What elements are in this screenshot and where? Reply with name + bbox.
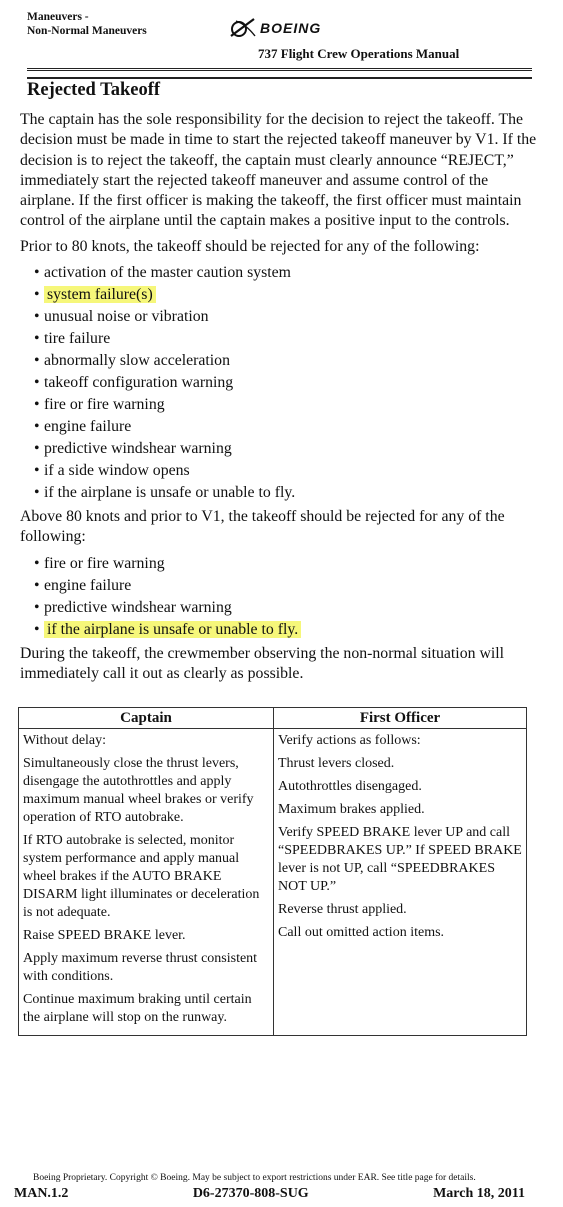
header-rule-bottom (27, 77, 532, 79)
list-item: • if a side window opens (34, 460, 540, 482)
list-item-highlighted (34, 284, 540, 306)
logo-wordmark: BOEING (260, 20, 322, 36)
revision-date: March 18, 2011 (433, 1186, 525, 1201)
header-rule (27, 68, 532, 71)
intro-paragraph: The captain has the sole responsibility for the decision to reject the takeoff. The decision must be made in time to start the rejected takeoff maneuver by V1. If the decision is to reject the takeoff, the captain must clearly announce “REJECT,” immediately start the rejected takeoff maneuver and assume control of the airplane. If the first officer is making the takeoff, the first officer must maintain control of the airplane until the captain makes a positive input to the controls. (20, 111, 537, 230)
section-line-2: Non-Normal Maneuvers (27, 25, 147, 37)
first-officer-item: Autothrottles disengaged. (278, 779, 422, 794)
action-table (18, 707, 527, 1036)
proprietary-notice: Boeing Proprietary. Copyright © Boeing. May be subject to export restrictions under EAR. See title page for details. (33, 1173, 476, 1183)
captain-item: Raise SPEED BRAKE lever. (23, 928, 186, 943)
above-80-paragraph: Above 80 knots and prior to V1, the takeoff should be rejected for any of the following: (20, 508, 505, 546)
first-officer-item: Maximum brakes applied. (278, 802, 425, 817)
list-item: • fire or fire warning (34, 553, 540, 575)
first-officer-item: Call out omitted action items. (278, 925, 445, 940)
above-80-list (20, 553, 540, 641)
captain-item: Without delay: (23, 733, 107, 748)
captain-item: If RTO autobrake is selected, monitor system performance and apply manual wheel brakes if the AUTO BRAKE DISARM light illuminates or deceleration is not adequate. (23, 833, 260, 920)
list-item: • predictive windshear warning (34, 597, 540, 619)
first-officer-item: Reverse thrust applied. (278, 902, 407, 917)
page-id: MAN.1.2 (14, 1186, 69, 1201)
prior-80-paragraph: Prior to 80 knots, the takeoff should be rejected for any of the following: (20, 237, 480, 255)
list-item: • engine failure (34, 575, 540, 597)
list-item: • takeoff configuration warning (34, 372, 540, 394)
footer (14, 1186, 525, 1202)
during-paragraph: During the takeoff, the crewmember observing the non-normal situation will immediately call it out as clearly as possible. (20, 644, 505, 682)
prior-80-list (20, 262, 540, 504)
first-officer-column-header: First Officer (274, 708, 527, 729)
list-item: • predictive windshear warning (34, 438, 540, 460)
manual-title: 737 Flight Crew Operations Manual (258, 46, 460, 61)
first-officer-item: Verify actions as follows: (278, 733, 421, 748)
captain-item: Continue maximum braking until certain the airplane will stop on the runway. (23, 992, 252, 1025)
list-item: • abnormally slow acceleration (34, 350, 540, 372)
boeing-symbol-icon (228, 17, 258, 39)
first-officer-cell (274, 729, 527, 1036)
captain-cell (19, 729, 274, 1036)
list-item: • fire or fire warning (34, 394, 540, 416)
list-item: • if the airplane is unsafe or unable to fly. (34, 482, 540, 504)
section-line-1: Maneuvers - (27, 11, 89, 23)
highlight: system failure(s) (44, 286, 156, 303)
first-officer-item: Verify SPEED BRAKE lever UP and call “SPEEDBRAKES UP.” If SPEED BRAKE lever is not UP, call “SPEEDBRAKES NOT UP.” (278, 825, 522, 894)
document-number: D6-27370-808-SUG (192, 1186, 309, 1201)
highlight: if the airplane is unsafe or unable to fly. (44, 621, 301, 638)
main-content (20, 110, 540, 689)
captain-item: Apply maximum reverse thrust consistent with conditions. (23, 951, 258, 984)
captain-column-header: Captain (19, 708, 274, 729)
list-item: • engine failure (34, 416, 540, 438)
list-item: • unusual noise or vibration (34, 306, 540, 328)
captain-item: Simultaneously close the thrust levers, disengage the autothrottles and apply maximum manual wheel brakes or verify operation of RTO autobrake. (23, 756, 254, 825)
page-title: Rejected Takeoff (27, 80, 161, 100)
boeing-logo (228, 17, 321, 39)
first-officer-item: Thrust levers closed. (278, 756, 395, 771)
list-item: • tire failure (34, 328, 540, 350)
list-item: • activation of the master caution system (34, 262, 540, 284)
list-item-highlighted (34, 619, 540, 641)
section-header (27, 10, 147, 38)
